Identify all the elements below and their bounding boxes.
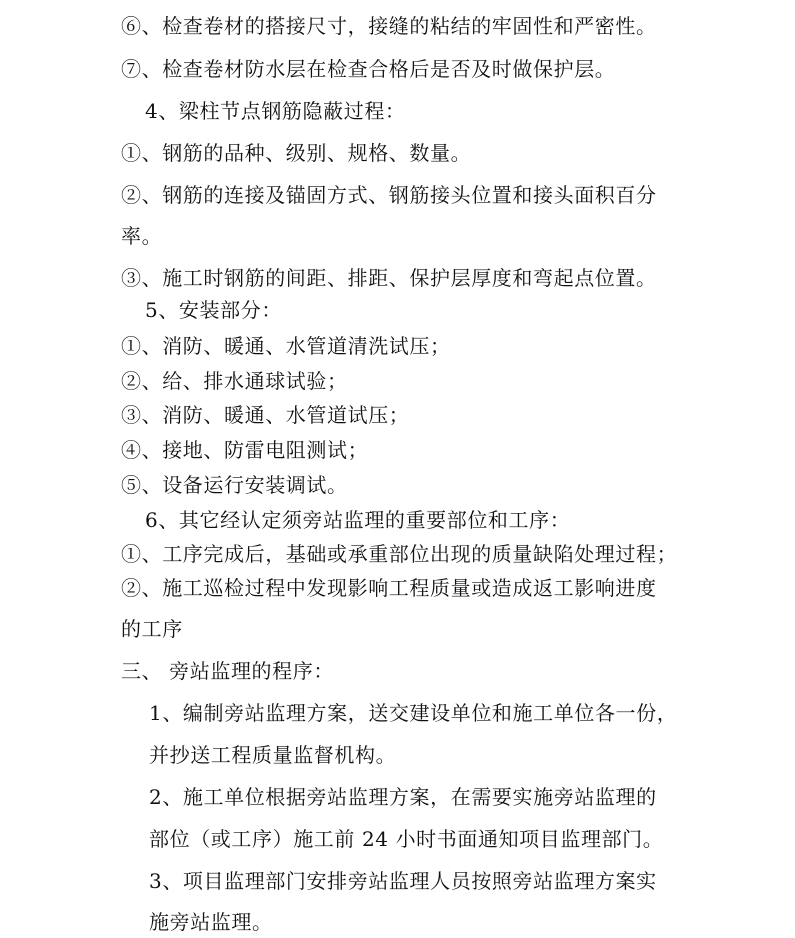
- section-heading-three: 三、 旁站监理的程序：: [121, 659, 334, 683]
- text-line-17: 的工序: [121, 617, 183, 641]
- text-line-24: 施旁站监理。: [149, 910, 273, 934]
- text-line-12: ④、接地、防雷电阻测试；: [121, 438, 369, 462]
- section-heading-4: 4、梁柱节点钢筋隐蔽过程：: [145, 99, 406, 123]
- text-line-16: ②、施工巡检过程中发现影响工程质量或造成返工影响进度: [121, 576, 657, 600]
- text-line-20: 并抄送工程质量监督机构。: [149, 743, 397, 767]
- text-line-23: 3、项目监理部门安排旁站监理人员按照旁站监理方案实: [149, 869, 657, 893]
- text-line-7: ③、施工时钢筋的间距、排距、保护层厚度和弯起点位置。: [121, 266, 657, 290]
- text-line-9: ①、消防、暖通、水管道清洗试压；: [121, 334, 451, 358]
- text-line-1: ⑥、检查卷材的搭接尺寸，接缝的粘结的牢固性和严密性。: [121, 14, 657, 38]
- text-line-22: 部位（或工序）施工前 24 小时书面通知项目监理部门。: [149, 827, 664, 851]
- text-line-2: ⑦、检查卷材防水层在检查合格后是否及时做保护层。: [121, 57, 616, 81]
- text-line-6: 率。: [121, 224, 163, 248]
- text-line-5: ②、钢筋的连接及锚固方式、钢筋接头位置和接头面积百分: [121, 183, 657, 207]
- section-heading-6: 6、其它经认定须旁站监理的重要部位和工序：: [145, 508, 571, 532]
- section-heading-5: 5、安装部分：: [145, 298, 282, 322]
- text-line-11: ③、消防、暖通、水管道试压；: [121, 403, 410, 427]
- text-line-13: ⑤、设备运行安装调试。: [121, 473, 348, 497]
- text-line-10: ②、给、排水通球试验；: [121, 369, 348, 393]
- text-line-15: ①、工序完成后，基础或承重部位出现的质量缺陷处理过程；: [121, 542, 678, 566]
- text-line-4: ①、钢筋的品种、级别、规格、数量。: [121, 141, 472, 165]
- text-line-19: 1、编制旁站监理方案，送交建设单位和施工单位各一份，: [149, 701, 678, 725]
- text-line-21: 2、施工单位根据旁站监理方案，在需要实施旁站监理的: [149, 785, 657, 809]
